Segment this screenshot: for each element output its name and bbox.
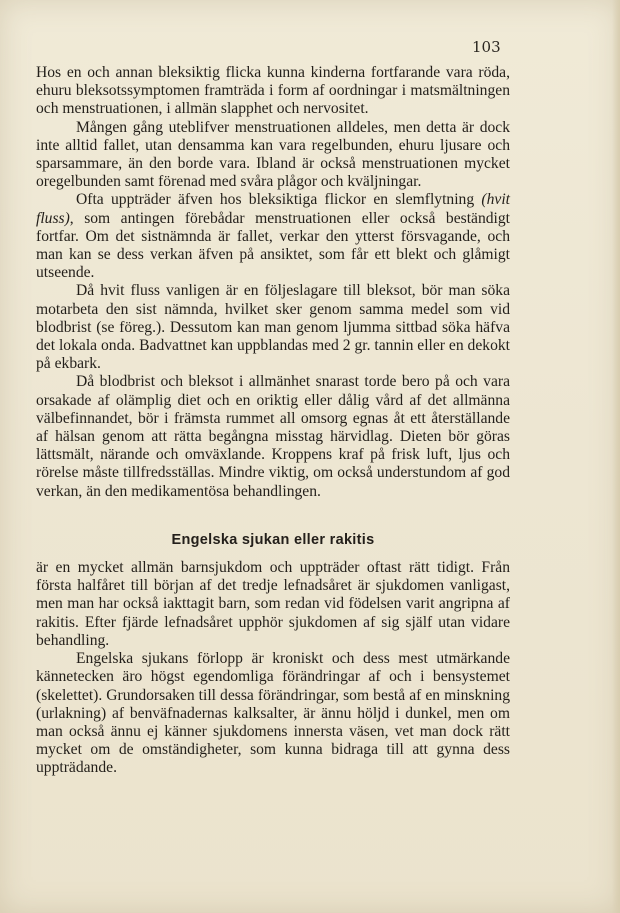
page-number: 103 [472,38,501,56]
paragraph-5: Då blodbrist och bleksot i allmänhet snarast torde bero på och vara orsakade af olämplig diet och en oriktig eller dålig vård af det allmänna välbefinnandet, bör i främsta rummet all omsorg egnas åt ett återställande af hälsan genom att rätta begångna misstag härvidlag. Dieten bör göras lättsmält, närande och omväxlande. Kroppens kraf på frisk luft, ljus och rörelse måste tillfredsställas. Mindre viktig, om också understundom af god verkan, än den medikamentösa behandlingen. [36,373,510,500]
paragraph-2: Mången gång uteblifver menstruationen alldeles, men detta är dock inte alltid fallet, utan densamma kan vara regelbunden, ehuru ljusare och sparsammare, än den borde vara. Ibland är också menstruationen mycket oregelbunden samt förenad med svåra plågor och kväljningar. [36,118,510,191]
paragraph-1: Hos en och annan bleksiktig flicka kunna kinderna fortfarande vara röda, ehuru bleksotssymptomen framträda i form af oordningar i matsmältningen och menstruationen, i allmän slapphet och nervositet. [36,64,510,118]
section-paragraph-1: är en mycket allmän barnsjukdom och uppträder oftast rätt tidigt. Från första halfåret till början af det tredje lefnadsåret är sjukdomen vanligast, men man har också iakttagit barn, som redan vid födelsen varit angripna af rakitis. Efter fjärde lefnadsåret upphör sjukdomen af sig själf utan vidare behandling. [36,559,510,649]
paragraph-3 [36,191,510,282]
paragraph-3-italic-term: (hvit fluss) [36,191,510,227]
paragraph-3-end: , som antingen förebådar menstruationen eller också beständigt fortfar. Om det sistnämnda är fallet, verkar den ytterst försvagande, och man kan se dess verkan äfven på ansiktet, som får ett blekt och glåmigt utseende. [36,209,510,282]
page-edge-shadow [612,0,620,913]
paragraph-3-start: Ofta uppträder äfven hos bleksiktiga flickor en slemflytning [76,191,482,209]
section-paragraph-2: Engelska sjukans förlopp är kroniskt och dess mest utmärkande kännetecken äro högst egendomliga förändringar af och i bensystemet (skelettet). Grundorsaken till dessa förändringar, som bestå af en minskning (urlakning) af benväfnadernas kalksalter, är ännu höljd i dunkel, men om man också ännu ej känner sjukdomens innersta väsen, vet man dock rätt mycket om de omständigheter, som kunna bidraga till att gynna dess uppträdande. [36,650,510,777]
paragraph-4: Då hvit fluss vanligen är en följeslagare till bleksot, bör man söka motarbeta den sist nämnda, hvilket sker genom samma medel som vid blodbrist (se föreg.). Dessutom kan man genom ljumma sittbad söka häfva det lokala onda. Badvattnet kan uppblandas med 2 gr. tannin eller en dekokt på ekbark. [36,282,510,373]
body-text [36,64,510,778]
section-heading: Engelska sjukan eller rakitis [171,531,375,548]
